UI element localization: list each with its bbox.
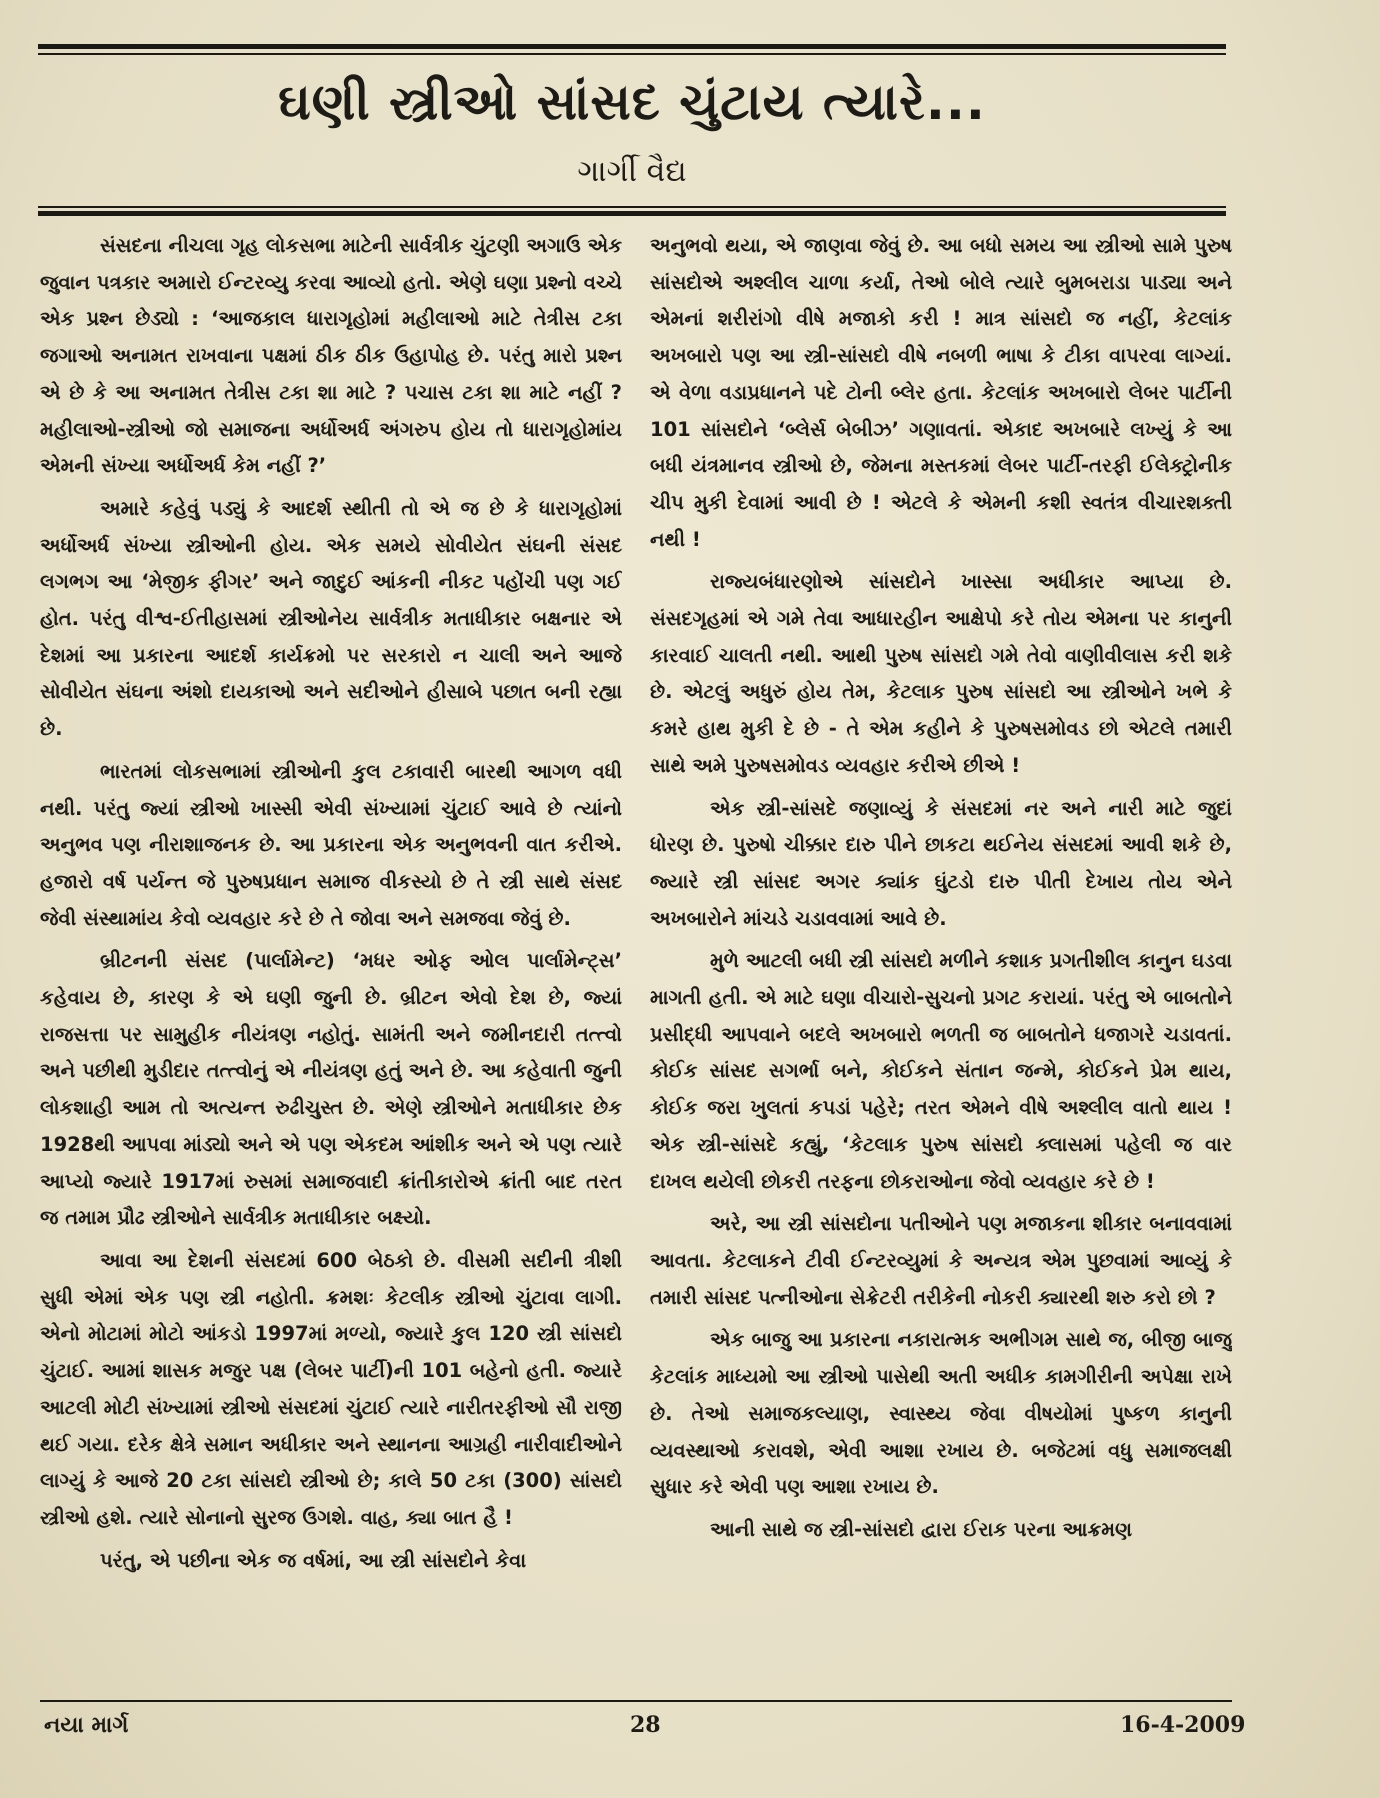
paragraph: ભારતમાં લોકસભામાં સ્ત્રીઓની કુલ ટકાવારી બારથી આગળ વધી નથી. પરંતુ જ્યાં સ્ત્રીઓ ખાસ્સી એવી સંખ્યામાં ચુંટાઈ આવે છે ત્યાંનો અનુભવ પણ નીરાશાજનક છે. આ પ્રકારના એક અનુભવની વાત કરીએ. હજારો વર્ષ પર્યન્ત જે પુરુષપ્રધાન સમાજ વીકસ્યો છે તે સ્ત્રી સાથે સંસદ જેવી સંસ્થામાંય કેવો વ્યવહાર કરે છે તે જોવા અને સમજવા જેવું છે. [40, 759, 622, 930]
paragraph: અરે, આ સ્ત્રી સાંસદોના પતીઓને પણ મજાકના શીકાર બનાવવામાં આવતા. કેટલાકને ટીવી ઈન્ટરવ્યુમાં કે અન્યત્ર એમ પુછવામાં આવ્યું કે તમારી સાંસદ પત્નીઓના સેક્રેટરી તરીકેની નોકરી ક્યારથી શરુ કરો છો ? [650, 1212, 1232, 1309]
article-title: ઘણી સ્ત્રીઓ સાંસદ ચુંટાય ત્યારે... [278, 73, 986, 131]
paragraph: રાજ્યબંધારણોએ સાંસદોને ખાસ્સા અધીકાર આપ્યા છે. સંસદગૃહમાં એ ગમે તેવા આધારહીન આક્ષેપો કરે તોય એમના પર કાનુની કારવાઈ ચાલતી નથી. આથી પુરુષ સાંસદો ગમે તેવો વાણીવીલાસ કરી શકે છે. એટલું અધુરું હોય તેમ, કેટલાક પુરુષ સાંસદો આ સ્ત્રીઓને ખભે કે કમરે હાથ મુકી દે છે - તે એમ કહીને કે પુરુષસમોવડ છો એટલે તમારી સાથે અમે પુરુષસમોવડ વ્યવહાર કરીએ છીએ ! [650, 570, 1232, 777]
article-author: ગાર્ગી વૈદ્ય [577, 154, 687, 189]
paragraph: એક બાજુ આ પ્રકારના નકારાત્મક અભીગમ સાથે જ, બીજી બાજુ કેટલાંક માધ્યમો આ સ્ત્રીઓ પાસેથી અતી અધીક કામગીરીની અપેક્ષા રાખે છે. તેઓ સમાજકલ્યાણ, સ્વાસ્થ્ય જેવા વીષયોમાં પુષ્કળ કાનુની વ્યવસ્થાઓ કરાવશે, એવી આશા રખાય છે. બજેટમાં વધુ સમાજલક્ષી સુધાર કરે એવી પણ આશા રખાય છે. [650, 1328, 1232, 1499]
paragraph: આવા આ દેશની સંસદમાં 600 બેઠકો છે. વીસમી સદીની ત્રીશી સુધી એમાં એક પણ સ્ત્રી નહોતી. ક્રમશઃ કેટલીક સ્ત્રીઓ ચુંટાવા લાગી. એનો મોટામાં મોટો આંકડો 1997માં મળ્યો, જ્યારે કુલ 120 સ્ત્રી સાંસદો ચુંટાઈ. આમાં શાસક મજુર પક્ષ (લેબર પાર્ટી)ની 101 બહેનો હતી. જ્યારે આટલી મોટી સંખ્યામાં સ્ત્રીઓ સંસદમાં ચુંટાઈ ત્યારે નારીતરફીઓ સૌ રાજી થઈ ગયા. દરેક ક્ષેત્રે સમાન અધીકાર અને સ્થાનના આગ્રહી નારીવાદીઓને લાગ્યું કે આજે 20 ટકા સાંસદો સ્ત્રીઓ છે; કાલે 50 ટકા (300) સાંસદો સ્ત્રીઓ હશે. ત્યારે સોનાનો સુરજ ઉગશે. વાહ, ક્યા બાત હૈ ! [40, 1248, 622, 1529]
paragraph: મુળે આટલી બધી સ્ત્રી સાંસદો મળીને કશાક પ્રગતીશીલ કાનુન ઘડવા માગતી હતી. એ માટે ઘણા વીચારો-સુચનો પ્રગટ કરાયાં. પરંતુ એ બાબતોને પ્રસીદ્ધી આપવાને બદલે અખબારો ભળતી જ બાબતોને ધજાગરે ચડાવતાં. કોઈક સાંસદ સગર્ભા બને, કોઈકને સંતાન જન્મે, કોઈકને પ્રેમ થાય, કોઈક જરા ખુલતાં કપડાં પહેરે; તરત એમને વીષે અશ્લીલ વાતો થાય ! એક સ્ત્રી-સાંસદે કહ્યું, ‘કેટલાક પુરુષ સાંસદો ક્લાસમાં પહેલી જ વાર દાખલ થયેલી છોકરી તરફના છોકરાઓના જેવો વ્યવહાર કરે છે ! [650, 949, 1232, 1193]
paragraph: એક સ્ત્રી-સાંસદે જણાવ્યું કે સંસદમાં નર અને નારી માટે જુદાં ધોરણ છે. પુરુષો ચીક્કાર દારુ પીને છાકટા થઈનેય સંસદમાં આવી શકે છે, જ્યારે સ્ત્રી સાંસદ અગર ક્યાંક ઘુંટડો દારુ પીતી દેખાય તોય એને અખબારોને માંચડે ચડાવવામાં આવે છે. [650, 796, 1232, 930]
paragraph: અમારે કહેવું પડ્યું કે આદર્શ સ્થીતી તો એ જ છે કે ધારાગૃહોમાં અર્ધોઅર્ધ સંખ્યા સ્ત્રીઓની હોય. એક સમયે સોવીયેત સંઘની સંસદ લગભગ આ ‘મેજીક ફીગર’ અને જાદુઈ આંકની નીકટ પહોંચી પણ ગઈ હોત. પરંતુ વીશ્વ-ઈતીહાસમાં સ્ત્રીઓનેય સાર્વત્રીક મતાધીકાર બક્ષનાર એ દેશમાં આ પ્રકારના આદર્શ કાર્યક્રમો પર સરકારો ન ચાલી અને આજે સોવીયેત સંઘના અંશો દાયકાઓ અને સદીઓને હીસાબે પછાત બની રહ્યા છે. [40, 496, 622, 741]
left-column [40, 228, 622, 1684]
top-rule-thin [38, 53, 1226, 55]
page-number: 28 [630, 1712, 661, 1738]
publication-name: નયા માર્ગ [44, 1712, 129, 1738]
header-rule [38, 211, 1226, 216]
header-rule-thin [38, 206, 1226, 208]
paragraph: બ્રીટનની સંસદ (પાર્લામેન્ટ) ‘મધર ઓફ ઓલ પાર્લામેન્ટ્સ’ કહેવાય છે, કારણ કે એ ઘણી જુની છે. બ્રીટન એવો દેશ છે, જ્યાં રાજસત્તા પર સામુહીક નીયંત્રણ નહોતું. સામંતી અને જમીનદારી તત્ત્વો અને પછીથી મુડીદાર તત્ત્વોનું એ નીયંત્રણ હતું અને છે. આ કહેવાતી જુની લોકશાહી આમ તો અત્યન્ત રુઢીચુસ્ત છે. એણે સ્ત્રીઓને મતાધીકાર છેક 1928થી આપવા માંડ્યો અને એ પણ એકદમ આંશીક અને એ પણ ત્યારે આપ્યો જ્યારે 1917માં રુસમાં સમાજવાદી ક્રાંતીકારોએ ક્રાંતી બાદ તરત જ તમામ પ્રૌઢ સ્ત્રીઓને સાર્વત્રીક મતાધીકાર બક્ષ્યો. [40, 949, 622, 1230]
footer-rule [40, 1700, 1232, 1702]
right-column [650, 228, 1232, 1684]
paragraph: અનુભવો થયા, એ જાણવા જેવું છે. આ બધો સમય આ સ્ત્રીઓ સામે પુરુષ સાંસદોએ અશ્લીલ ચાળા કર્યા, તેઓ બોલે ત્યારે બુમબરાડા પાડ્યા અને એમનાં શરીરાંગો વીષે મજાકો કરી ! માત્ર સાંસદો જ નહીં, કેટલાંક અખબારો પણ આ સ્ત્રી-સાંસદો વીષે નબળી ભાષા કે ટીકા વાપરવા લાગ્યાં. એ વેળા વડાપ્રધાનને પદે ટોની બ્લેર હતા. કેટલાંક અખબારો લેબર પાર્ટીની 101 સાંસદોને ‘બ્લેર્સ બેબીઝ’ ગણાવતાં. એકાદ અખબારે લખ્યું કે આ બધી યંત્રમાનવ સ્ત્રીઓ છે, જેમના મસ્તકમાં લેબર પાર્ટી-તરફી ઈલેક્ટ્રોનીક ચીપ મુકી દેવામાં આવી છે ! એટલે કે એમની કશી સ્વતંત્ર વીચારશક્તી નથી ! [650, 234, 1232, 551]
paragraph: પરંતુ, એ પછીના એક જ વર્ષમાં, આ સ્ત્રી સાંસદોને કેવા [100, 1548, 527, 1572]
paragraph: સંસદના નીચલા ગૃહ લોકસભા માટેની સાર્વત્રીક ચુંટણી અગાઉ એક જુવાન પત્રકાર અમારો ઈન્ટરવ્યુ કરવા આવ્યો હતો. એણે ઘણા પ્રશ્નો વચ્ચે એક પ્રશ્ન છેડ્યો : ‘આજકાલ ધારાગૃહોમાં મહીલાઓ માટે તેત્રીસ ટકા જગાઓ અનામત રાખવાના પક્ષમાં ઠીક ઠીક ઉહાપોહ છે. પરંતુ મારો પ્રશ્ન એ છે કે આ અનામત તેત્રીસ ટકા શા માટે ? પચાસ ટકા શા માટે નહીં ? મહીલાઓ-સ્ત્રીઓ જો સમાજના અર્ધોઅર્ધ અંગરુપ હોય તો ધારાગૃહોમાંય એમની સંખ્યા અર્ધોઅર્ધ કેમ નહીં ?’ [40, 234, 622, 478]
paragraph: આની સાથે જ સ્ત્રી-સાંસદો દ્વારા ઈરાક પરના આક્રમણ [710, 1517, 1132, 1541]
top-rule [38, 44, 1226, 49]
issue-date: 16-4-2009 [1120, 1712, 1246, 1738]
